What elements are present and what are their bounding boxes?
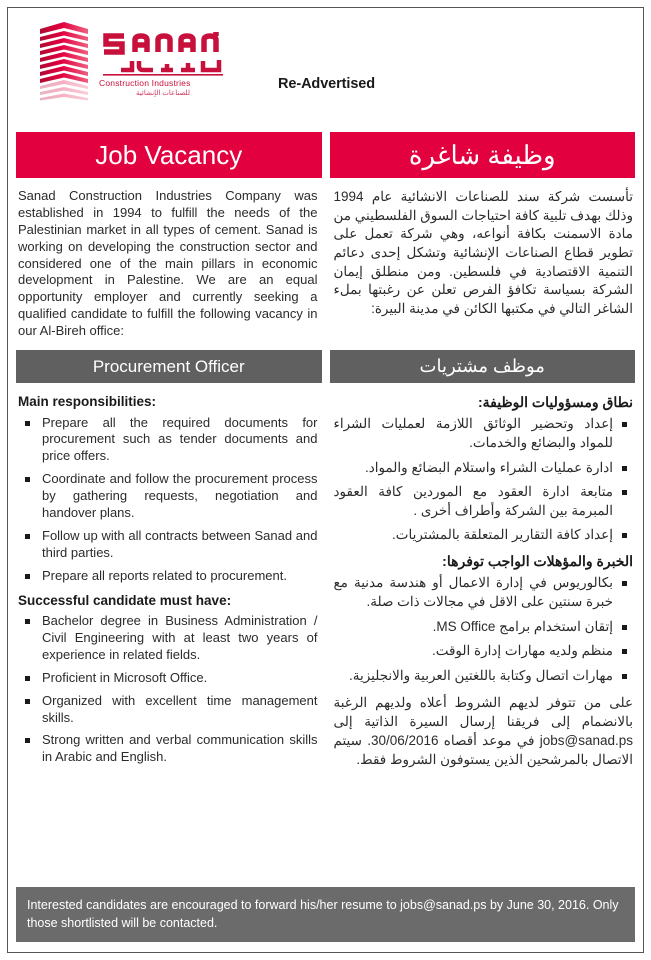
intro-paragraph-english: Sanad Construction Industries Company was established in 1994 to fulfill the needs of the Palestinian market in all types of cement. Sanad is working on developing the construction sector and considered one of the main pillars in economic development in Palestine. We are an equal opportunity employer and currently seeking a qualified candidate to fulfill the following vacancy in our Al-Bireh office: — [18, 188, 318, 339]
list-item: مهارات اتصال وكتابة باللغتين العربية والانجليزية. — [334, 667, 634, 686]
intro-column-english — [16, 188, 322, 340]
qualifications-heading-english: Successful candidate must have: — [18, 592, 232, 608]
list-item: Prepare all the required documents for procurement such as tender documents and price offers. — [18, 415, 318, 466]
detail-column-arabic — [330, 393, 636, 773]
list-item: إعداد وتحضير الوثائق اللازمة لعمليات الشراء للمواد والبضائع والخدمات. — [334, 415, 634, 452]
job-vacancy-title-english: Job Vacancy — [95, 139, 243, 170]
qualifications-list-english — [18, 613, 318, 766]
job-title-english: Procurement Officer — [92, 356, 245, 376]
detail-columns — [16, 393, 635, 773]
job-vacancy-title-arabic: وظيفة شاغرة — [408, 139, 556, 170]
list-item: بكالوريوس في إدارة الاعمال أو هندسة مدنية مع خبرة سنتين على الاقل في مجالات ذات صلة. — [334, 574, 634, 611]
application-instructions-footer — [16, 887, 635, 942]
intro-column-arabic — [330, 188, 636, 340]
qualifications-list-arabic — [334, 574, 634, 685]
list-item: إعداد كافة التقارير المتعلقة بالمشتريات. — [334, 526, 634, 545]
building-stack-logo-icon — [38, 20, 90, 112]
job-vacancy-banner-row — [16, 132, 635, 178]
responsibilities-list-english — [18, 415, 318, 585]
list-item: Bachelor degree in Business Administration / Civil Engineering with at least two years of experience in related fields. — [18, 613, 318, 664]
list-item: Prepare all reports related to procurement. — [18, 568, 318, 585]
list-item: ادارة عمليات الشراء واستلام البضائع والمواد. — [334, 459, 634, 478]
job-vacancy-banner-arabic — [330, 132, 636, 178]
re-advertised-label: Re-Advertised — [278, 76, 376, 92]
page-content — [16, 14, 635, 946]
list-item: Organized with excellent time management skills. — [18, 693, 318, 727]
list-item: Coordinate and follow the procurement process by gathering requests, negotiation and handover plans. — [18, 471, 318, 522]
logo-subtitle: Construction Industries — [99, 78, 191, 88]
list-item: إتقان استخدام برامج MS Office. — [334, 618, 634, 637]
job-title-bar-row — [16, 350, 635, 383]
document-header — [16, 14, 635, 132]
qualifications-heading-arabic: الخبرة والمؤهلات الواجب توفرها: — [442, 553, 633, 570]
responsibilities-heading-arabic: نطاق ومسؤوليات الوظيفة: — [478, 394, 633, 411]
job-title-bar-arabic — [330, 350, 636, 383]
list-item: Strong written and verbal communication skills in Arabic and English. — [18, 732, 318, 766]
logo-subtitle-arabic: للصناعات الإنشائية — [136, 90, 190, 97]
sanad-wordmark — [99, 30, 227, 76]
list-item: Follow up with all contracts between Sanad and third parties. — [18, 528, 318, 562]
job-title-arabic: موظف مشتريات — [419, 356, 545, 377]
detail-column-english — [16, 393, 322, 773]
company-logo — [38, 20, 227, 112]
responsibilities-heading-english: Main responsibilities: — [18, 394, 157, 410]
list-item: متابعة ادارة العقود مع الموردين كافة العقود المبرمة بين الشركة وأطراف أخرى . — [334, 483, 634, 520]
logo-wordmark-group — [99, 20, 227, 97]
intro-columns — [16, 188, 635, 340]
intro-paragraph-arabic: تأسست شركة سند للصناعات الانشائية عام 1994 وذلك بهدف تلبية كافة احتياجات السوق الفلسطيني من مادة الاسمنت بكافة أنواعه، وهي شركة تعمل على تطوير قطاع الصناعات الإنشائية وتشكل إحدى دعائم التنمية الاقتصادية في فلسطين. ومن منطلق إيمان الشركة بسياسة تكافؤ الفرص تعلن عن رغبتها بملء الشاغر التالي في مكتبها الكائن في مدينة البيرة: — [333, 189, 633, 316]
job-title-bar-english — [16, 350, 322, 383]
list-item: منظم ولديه مهارات إدارة الوقت. — [334, 642, 634, 661]
job-vacancy-banner-english — [16, 132, 322, 178]
closing-paragraph-arabic: على من تتوفر لديهم الشروط أعلاه ولديهم الرغبة بالانضمام إلى فريقنا إرسال السيرة الذاتية إلى jobs@sanad.ps في موعد أقصاه 30/06/2016. سيتم الاتصال بالمرشحين الذين يستوفون الشروط فقط. — [333, 694, 634, 767]
responsibilities-list-arabic — [334, 415, 634, 545]
list-item: Proficient in Microsoft Office. — [18, 670, 318, 687]
footer-text: Interested candidates are encouraged to forward his/her resume to jobs@sanad.ps by June 30, 2016. Only those shortlisted will be contacted. — [27, 897, 619, 930]
